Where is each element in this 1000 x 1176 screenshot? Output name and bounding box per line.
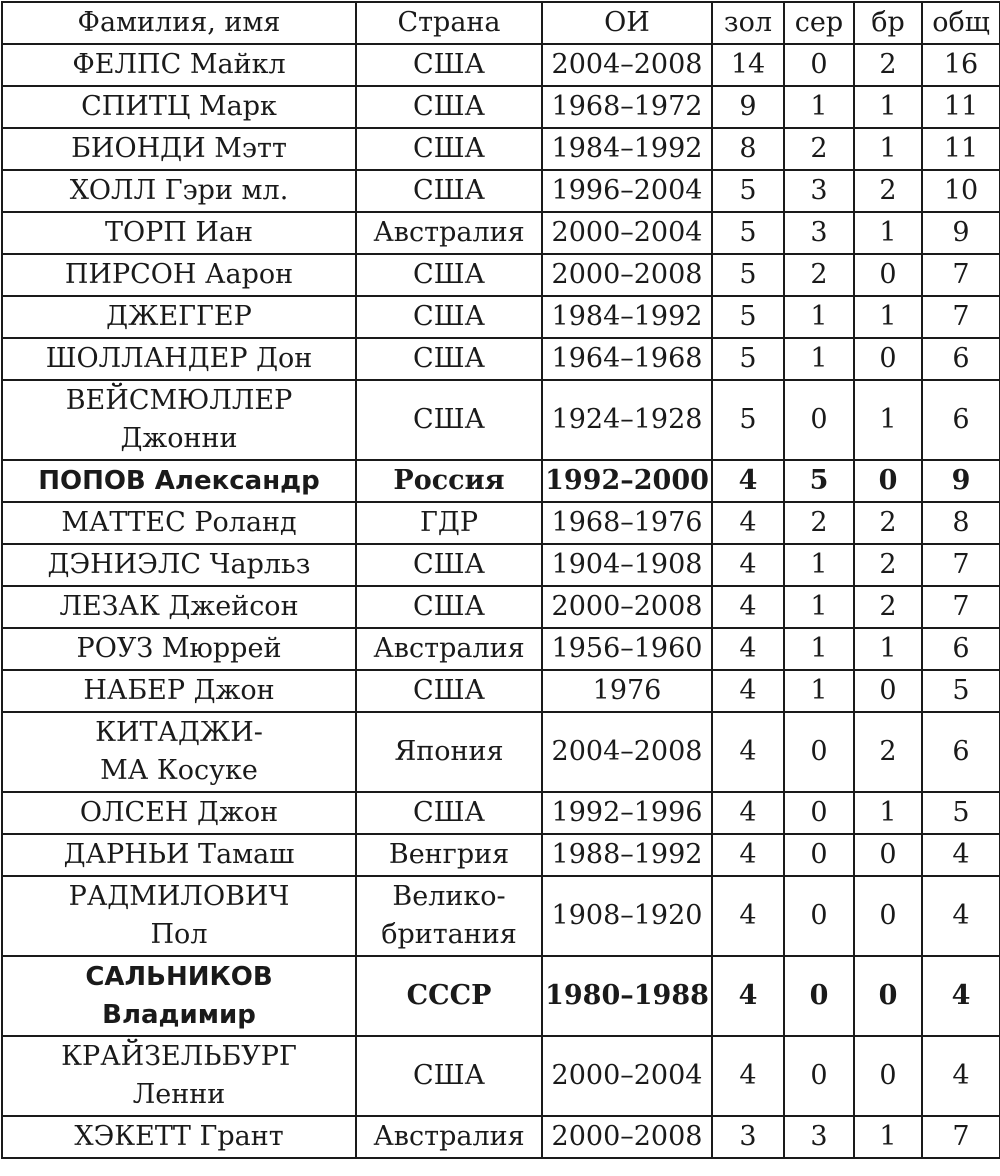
games-cell: 1968–1976 (542, 502, 712, 544)
athlete-name-line: МАТТЕС Роланд (61, 507, 297, 538)
games-cell: 1976 (542, 670, 712, 712)
gold-cell: 4 (712, 628, 784, 670)
silver-cell: 0 (784, 792, 854, 834)
table-row (2, 380, 1000, 460)
country-line: США (413, 133, 485, 164)
gold-cell: 4 (712, 1036, 784, 1116)
games-cell: 2000–2008 (542, 1116, 712, 1158)
country-cell (356, 254, 542, 296)
gold-cell: 4 (712, 502, 784, 544)
table-row (2, 876, 1000, 956)
total-cell: 7 (922, 296, 1000, 338)
athlete-name-cell (2, 586, 356, 628)
country-cell (356, 212, 542, 254)
country-cell (356, 86, 542, 128)
country-line: Австралия (373, 217, 525, 248)
games-cell: 1992–1996 (542, 792, 712, 834)
total-cell: 4 (922, 956, 1000, 1036)
country-line: СССР (406, 980, 492, 1011)
games-cell: 2004–2008 (542, 712, 712, 792)
header-country: Страна (356, 2, 542, 44)
games-cell: 1956–1960 (542, 628, 712, 670)
gold-cell: 5 (712, 254, 784, 296)
silver-cell: 2 (784, 502, 854, 544)
gold-cell: 5 (712, 338, 784, 380)
country-cell (356, 380, 542, 460)
bronze-cell: 1 (854, 628, 922, 670)
games-cell: 1996–2004 (542, 170, 712, 212)
athlete-name-line: БИОНДИ Мэтт (71, 133, 287, 164)
bronze-cell: 0 (854, 956, 922, 1036)
silver-cell: 1 (784, 544, 854, 586)
country-cell (356, 956, 542, 1036)
bronze-cell: 1 (854, 212, 922, 254)
country-line: США (413, 343, 485, 374)
athlete-name-cell (2, 254, 356, 296)
total-cell: 6 (922, 628, 1000, 670)
header-name: Фамилия, имя (2, 2, 356, 44)
table-row (2, 128, 1000, 170)
athlete-name-line: ПИРСОН Аарон (64, 259, 294, 290)
total-cell: 7 (922, 586, 1000, 628)
country-cell (356, 670, 542, 712)
total-cell: 6 (922, 338, 1000, 380)
silver-cell: 0 (784, 834, 854, 876)
games-cell: 1988–1992 (542, 834, 712, 876)
country-line: британия (381, 919, 517, 950)
bronze-cell: 0 (854, 338, 922, 380)
country-cell (356, 296, 542, 338)
gold-cell: 8 (712, 128, 784, 170)
header-gold: зол (712, 2, 784, 44)
table-body (2, 44, 1000, 1158)
games-cell: 1968–1972 (542, 86, 712, 128)
bronze-cell: 0 (854, 254, 922, 296)
total-cell: 7 (922, 1116, 1000, 1158)
country-cell (356, 834, 542, 876)
gold-cell: 4 (712, 876, 784, 956)
athlete-name-line: ЛЕЗАК Джейсон (59, 591, 299, 622)
silver-cell: 2 (784, 128, 854, 170)
games-cell: 1908–1920 (542, 876, 712, 956)
bronze-cell: 1 (854, 128, 922, 170)
table-row (2, 544, 1000, 586)
country-cell (356, 128, 542, 170)
gold-cell: 14 (712, 44, 784, 86)
silver-cell: 0 (784, 956, 854, 1036)
header-silver: сер (784, 2, 854, 44)
table-row (2, 628, 1000, 670)
athlete-name-line: САЛЬНИКОВ (85, 962, 273, 992)
bronze-cell: 2 (854, 586, 922, 628)
silver-cell: 0 (784, 1036, 854, 1116)
silver-cell: 1 (784, 338, 854, 380)
bronze-cell: 1 (854, 792, 922, 834)
athlete-name-line: ХЭКЕТТ Грант (74, 1121, 284, 1152)
country-line: США (413, 549, 485, 580)
total-cell: 16 (922, 44, 1000, 86)
country-line: Венгрия (388, 839, 510, 870)
athlete-name-cell (2, 956, 356, 1036)
athlete-name-cell (2, 834, 356, 876)
silver-cell: 1 (784, 628, 854, 670)
athlete-name-cell (2, 712, 356, 792)
bronze-cell: 0 (854, 834, 922, 876)
gold-cell: 4 (712, 834, 784, 876)
table-row (2, 956, 1000, 1036)
silver-cell: 0 (784, 44, 854, 86)
table-row (2, 834, 1000, 876)
table-row (2, 1116, 1000, 1158)
table-row (2, 670, 1000, 712)
country-cell (356, 544, 542, 586)
total-cell: 11 (922, 128, 1000, 170)
silver-cell: 3 (784, 1116, 854, 1158)
athlete-name-line: ХОЛЛ Гэри мл. (69, 175, 289, 206)
table-row (2, 44, 1000, 86)
games-cell: 1984–1992 (542, 296, 712, 338)
bronze-cell: 0 (854, 1036, 922, 1116)
silver-cell: 3 (784, 170, 854, 212)
athlete-name-cell (2, 502, 356, 544)
country-line: США (413, 175, 485, 206)
table-row (2, 460, 1000, 502)
total-cell: 5 (922, 670, 1000, 712)
table-row (2, 296, 1000, 338)
total-cell: 7 (922, 254, 1000, 296)
athlete-name-cell (2, 44, 356, 86)
games-cell: 1964–1968 (542, 338, 712, 380)
silver-cell: 1 (784, 86, 854, 128)
bronze-cell: 1 (854, 86, 922, 128)
gold-cell: 4 (712, 956, 784, 1036)
table-row (2, 338, 1000, 380)
athlete-name-line: КРАЙЗЕЛЬБУРГ (61, 1041, 297, 1072)
athlete-name-line: СПИТЦ Марк (81, 91, 277, 122)
athlete-name-line: ОЛСЕН Джон (79, 797, 279, 828)
gold-cell: 5 (712, 380, 784, 460)
athlete-name-line: НАБЕР Джон (83, 675, 275, 706)
games-cell: 2000–2008 (542, 586, 712, 628)
country-cell (356, 586, 542, 628)
gold-cell: 9 (712, 86, 784, 128)
athlete-name-line: Владимир (102, 1000, 256, 1030)
athlete-name-cell (2, 876, 356, 956)
country-cell (356, 44, 542, 86)
bronze-cell: 1 (854, 296, 922, 338)
total-cell: 8 (922, 502, 1000, 544)
table-row (2, 792, 1000, 834)
country-line: Япония (394, 736, 504, 767)
country-line: Велико- (392, 881, 506, 912)
total-cell: 6 (922, 712, 1000, 792)
athlete-name-line: ТОРП Иан (104, 217, 254, 248)
country-line: Австралия (373, 1121, 525, 1152)
header-row (2, 2, 1000, 44)
silver-cell: 5 (784, 460, 854, 502)
table-row (2, 212, 1000, 254)
total-cell: 9 (922, 460, 1000, 502)
silver-cell: 2 (784, 254, 854, 296)
athlete-name-cell (2, 212, 356, 254)
country-line: Австралия (373, 633, 525, 664)
games-cell: 2000–2004 (542, 212, 712, 254)
games-cell: 2000–2004 (542, 1036, 712, 1116)
games-cell: 1992–2000 (542, 460, 712, 502)
gold-cell: 4 (712, 670, 784, 712)
country-cell (356, 170, 542, 212)
table-row (2, 712, 1000, 792)
bronze-cell: 2 (854, 170, 922, 212)
country-cell (356, 792, 542, 834)
athlete-name-cell (2, 128, 356, 170)
total-cell: 10 (922, 170, 1000, 212)
athlete-name-line: ШОЛЛАНДЕР Дон (45, 343, 313, 374)
athlete-name-line: Пол (150, 919, 208, 950)
silver-cell: 1 (784, 670, 854, 712)
header-games: ОИ (542, 2, 712, 44)
gold-cell: 5 (712, 212, 784, 254)
athlete-name-line: КИТАДЖИ- (95, 717, 263, 748)
total-cell: 5 (922, 792, 1000, 834)
athlete-name-line: ДЖЕГГЕР (106, 301, 252, 332)
games-cell: 1980–1988 (542, 956, 712, 1036)
gold-cell: 5 (712, 296, 784, 338)
total-cell: 6 (922, 380, 1000, 460)
country-cell (356, 460, 542, 502)
games-cell: 2004–2008 (542, 44, 712, 86)
silver-cell: 1 (784, 296, 854, 338)
country-line: США (413, 49, 485, 80)
athlete-name-line: ДАРНЬИ Тамаш (63, 839, 295, 870)
country-line: США (413, 301, 485, 332)
athlete-name-cell (2, 460, 356, 502)
total-cell: 4 (922, 876, 1000, 956)
athlete-name-line: РОУЗ Мюррей (76, 633, 282, 664)
bronze-cell: 0 (854, 460, 922, 502)
games-cell: 1904–1908 (542, 544, 712, 586)
total-cell: 4 (922, 1036, 1000, 1116)
athlete-name-cell (2, 86, 356, 128)
bronze-cell: 2 (854, 502, 922, 544)
country-line: ГДР (420, 507, 478, 538)
athlete-name-cell (2, 1116, 356, 1158)
gold-cell: 4 (712, 460, 784, 502)
gold-cell: 5 (712, 170, 784, 212)
country-cell (356, 876, 542, 956)
total-cell: 9 (922, 212, 1000, 254)
country-line: Россия (393, 465, 505, 496)
athlete-name-line: ВЕЙСМЮЛЛЕР (65, 385, 293, 416)
athlete-name-line: РАДМИЛОВИЧ (68, 881, 290, 912)
bronze-cell: 1 (854, 380, 922, 460)
athlete-name-cell (2, 380, 356, 460)
athlete-name-line: ПОПОВ Александр (38, 466, 320, 496)
table-row (2, 254, 1000, 296)
bronze-cell: 1 (854, 1116, 922, 1158)
athlete-name-cell (2, 544, 356, 586)
athlete-name-line: Джонни (120, 423, 238, 454)
country-line: США (413, 404, 485, 435)
games-cell: 2000–2008 (542, 254, 712, 296)
silver-cell: 0 (784, 876, 854, 956)
country-line: США (413, 675, 485, 706)
athlete-name-cell (2, 296, 356, 338)
table-row (2, 170, 1000, 212)
gold-cell: 4 (712, 586, 784, 628)
gold-cell: 4 (712, 544, 784, 586)
header-bronze: бр (854, 2, 922, 44)
bronze-cell: 2 (854, 544, 922, 586)
country-line: США (413, 797, 485, 828)
table-row (2, 86, 1000, 128)
athlete-name-line: Ленни (132, 1079, 226, 1110)
country-cell (356, 338, 542, 380)
country-line: США (413, 259, 485, 290)
country-line: США (413, 91, 485, 122)
table-row (2, 1036, 1000, 1116)
athlete-name-cell (2, 170, 356, 212)
bronze-cell: 0 (854, 670, 922, 712)
total-cell: 7 (922, 544, 1000, 586)
athlete-name-cell (2, 792, 356, 834)
silver-cell: 3 (784, 212, 854, 254)
table-row (2, 502, 1000, 544)
country-line: США (413, 1060, 485, 1091)
country-cell (356, 628, 542, 670)
country-cell (356, 502, 542, 544)
gold-cell: 3 (712, 1116, 784, 1158)
athlete-name-line: ФЕЛПС Майкл (72, 49, 286, 80)
medal-table (1, 1, 1000, 1159)
athlete-name-cell (2, 670, 356, 712)
country-line: США (413, 591, 485, 622)
games-cell: 1924–1928 (542, 380, 712, 460)
total-cell: 4 (922, 834, 1000, 876)
silver-cell: 0 (784, 712, 854, 792)
total-cell: 11 (922, 86, 1000, 128)
table-row (2, 586, 1000, 628)
bronze-cell: 2 (854, 44, 922, 86)
country-cell (356, 712, 542, 792)
athlete-name-cell (2, 628, 356, 670)
country-cell (356, 1036, 542, 1116)
athlete-name-line: ДЭНИЭЛС Чарльз (47, 549, 311, 580)
athlete-name-cell (2, 338, 356, 380)
games-cell: 1984–1992 (542, 128, 712, 170)
country-cell (356, 1116, 542, 1158)
athlete-name-line: МА Косуке (100, 755, 258, 786)
header-total: общ (922, 2, 1000, 44)
athlete-name-cell (2, 1036, 356, 1116)
silver-cell: 1 (784, 586, 854, 628)
bronze-cell: 0 (854, 876, 922, 956)
gold-cell: 4 (712, 712, 784, 792)
silver-cell: 0 (784, 380, 854, 460)
bronze-cell: 2 (854, 712, 922, 792)
gold-cell: 4 (712, 792, 784, 834)
